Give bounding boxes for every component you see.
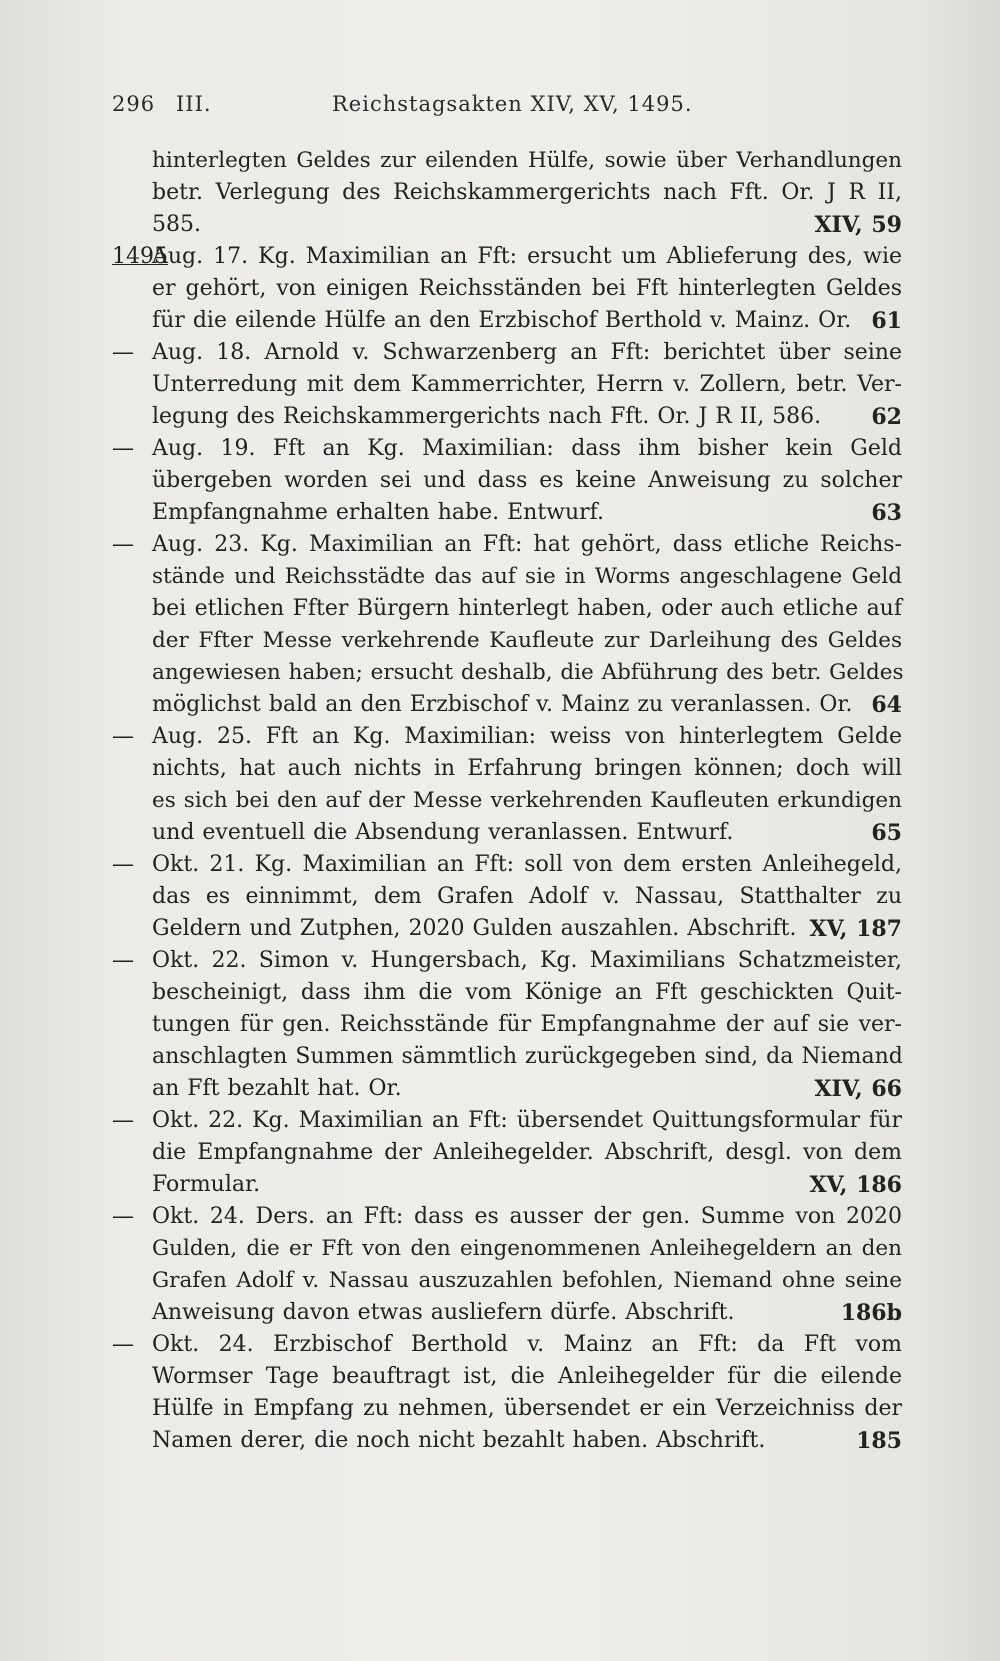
text-line: Hülfe in Empfang zu nehmen, übersendet er ein Verzeichniss der — [152, 1396, 902, 1421]
text-line: an Fft bezahlt hat. Or. XIV, 66 — [152, 1073, 902, 1105]
running-title: Reichstagsakten XIV, XV, 1495. — [332, 92, 693, 116]
dash-lead: — — [112, 436, 134, 461]
text-line: und eventuell die Absendung veranlassen. Entwurf. 65 — [152, 817, 902, 849]
text-line: Aug. 19. Fft an Kg. Maximilian: dass ihm bisher kein Geld — [152, 436, 902, 461]
text-line: anschlagten Summen sämmtlich zurückgegeben sind, da Niemand — [152, 1044, 903, 1069]
entry-65 — [112, 721, 902, 849]
continuation-entry — [112, 145, 902, 241]
text-line: die Empfangnahme der Anleihegelder. Abschrift, desgl. von dem — [152, 1140, 902, 1165]
text-line: Okt. 24. Ders. an Fft: dass es ausser der gen. Summe von 2020 — [152, 1204, 902, 1229]
dash-lead: — — [112, 1204, 134, 1229]
text-line: Namen derer, die noch nicht bezahlt haben. Abschrift. 185 — [152, 1425, 902, 1457]
reference-number: 62 — [871, 404, 902, 430]
text-line: Aug. 17. Kg. Maximilian an Fft: ersucht um Ablieferung des, wie — [152, 244, 902, 269]
text-line: der Ffter Messe verkehrende Kaufleute zur Darleihung des Geldes — [152, 628, 902, 653]
reference-number: 185 — [856, 1428, 902, 1454]
text-line: Okt. 21. Kg. Maximilian an Fft: soll von dem ersten Anleihegeld, — [152, 852, 902, 877]
dash-lead: — — [112, 724, 134, 749]
dash-lead: — — [112, 532, 134, 557]
text-line: er gehört, von einigen Reichsständen bei Fft hinterlegten Geldes — [152, 276, 902, 301]
text-line: bei etlichen Ffter Bürgern hinterlegt haben, oder auch etliche auf — [152, 596, 902, 621]
text-line: 585. XIV, 59 — [152, 209, 902, 241]
text-line: Anweisung davon etwas ausliefern dürfe. Abschrift. 186b — [152, 1297, 902, 1329]
text-line: Wormser Tage beauftragt ist, die Anleihegelder für die eilende — [152, 1364, 902, 1389]
text-line: legung des Reichskammergerichts nach Fft. Or. J R II, 586. 62 — [152, 401, 902, 433]
text-line: angewiesen haben; ersucht deshalb, die Abführung des betr. Geldes — [152, 660, 904, 685]
dash-lead: — — [112, 340, 134, 365]
reference-number: XV, 187 — [809, 916, 902, 942]
text-line: Aug. 23. Kg. Maximilian an Fft: hat gehört, dass etliche Reichs- — [152, 532, 902, 557]
dash-lead: — — [112, 948, 134, 973]
text-line: stände und Reichsstädte das auf sie in Worms angeschlagene Geld — [152, 564, 902, 589]
dash-lead: — — [112, 1108, 134, 1133]
part-label: III. — [176, 92, 212, 116]
reference-number: XV, 186 — [809, 1172, 902, 1198]
text-line: Unterredung mit dem Kammerrichter, Herrn v. Zollern, betr. Ver- — [152, 372, 902, 397]
text-line: Okt. 22. Simon v. Hungersbach, Kg. Maximilians Schatzmeister, — [152, 948, 902, 973]
entry-61 — [112, 241, 902, 337]
year-lead: 1495 — [112, 244, 168, 269]
entry-64 — [112, 529, 902, 721]
text-line: tungen für gen. Reichsstände für Empfangnahme der auf sie ver- — [152, 1012, 902, 1037]
reference-number: 61 — [871, 308, 902, 334]
running-head — [112, 92, 902, 122]
text-line: für die eilende Hülfe an den Erzbischof Berthold v. Mainz. Or. 61 — [152, 305, 902, 337]
reference-number: 186b — [840, 1300, 902, 1326]
entry-186b — [112, 1201, 902, 1329]
reference-number: XIV, 59 — [814, 212, 902, 238]
entry-185 — [112, 1329, 902, 1457]
text-line: Aug. 25. Fft an Kg. Maximilian: weiss von hinterlegtem Gelde — [152, 724, 902, 749]
entry-66 — [112, 945, 902, 1105]
text-line: es sich bei den auf der Messe verkehrenden Kaufleuten erkundigen — [152, 788, 902, 813]
entry-187 — [112, 849, 902, 945]
reference-number: 64 — [871, 692, 902, 718]
dash-lead: — — [112, 1332, 134, 1357]
text-line: bescheinigt, dass ihm die vom Könige an Fft geschickten Quit- — [152, 980, 902, 1005]
entry-63 — [112, 433, 902, 529]
text-line: Grafen Adolf v. Nassau auszuzahlen befohlen, Niemand ohne seine — [152, 1268, 902, 1293]
page-number: 296 — [112, 92, 156, 116]
text-line: Geldern und Zutphen, 2020 Gulden auszahlen. Abschrift. XV, 187 — [152, 913, 902, 945]
text-line: Empfangnahme erhalten habe. Entwurf. 63 — [152, 497, 902, 529]
text-line: Okt. 22. Kg. Maximilian an Fft: übersendet Quittungsformular für — [152, 1108, 902, 1133]
text-line: möglichst bald an den Erzbischof v. Mainz zu veranlassen. Or. 64 — [152, 689, 902, 721]
text-line: übergeben worden sei und dass es keine Anweisung zu solcher — [152, 468, 902, 493]
reference-number: 63 — [871, 500, 902, 526]
reference-number: 65 — [871, 820, 902, 846]
text-line: Gulden, die er Fft von den eingenommenen Anleihegeldern an den — [152, 1236, 902, 1261]
text-line: hinterlegten Geldes zur eilenden Hülfe, sowie über Verhandlungen — [152, 148, 902, 173]
entry-186 — [112, 1105, 902, 1201]
text-line: das es einnimmt, dem Grafen Adolf v. Nassau, Statthalter zu — [152, 884, 902, 909]
dash-lead: — — [112, 852, 134, 877]
reference-number: XIV, 66 — [814, 1076, 902, 1102]
text-line: nichts, hat auch nichts in Erfahrung bringen können; doch will — [152, 756, 902, 781]
text-line: betr. Verlegung des Reichskammergerichts nach Fft. Or. J R II, — [152, 180, 902, 205]
body-text — [112, 145, 902, 1457]
text-line: Okt. 24. Erzbischof Berthold v. Mainz an Fft: da Fft vom — [152, 1332, 902, 1357]
text-line: Aug. 18. Arnold v. Schwarzenberg an Fft: berichtet über seine — [152, 340, 902, 365]
text-line: Formular. XV, 186 — [152, 1169, 902, 1201]
entry-62 — [112, 337, 902, 433]
